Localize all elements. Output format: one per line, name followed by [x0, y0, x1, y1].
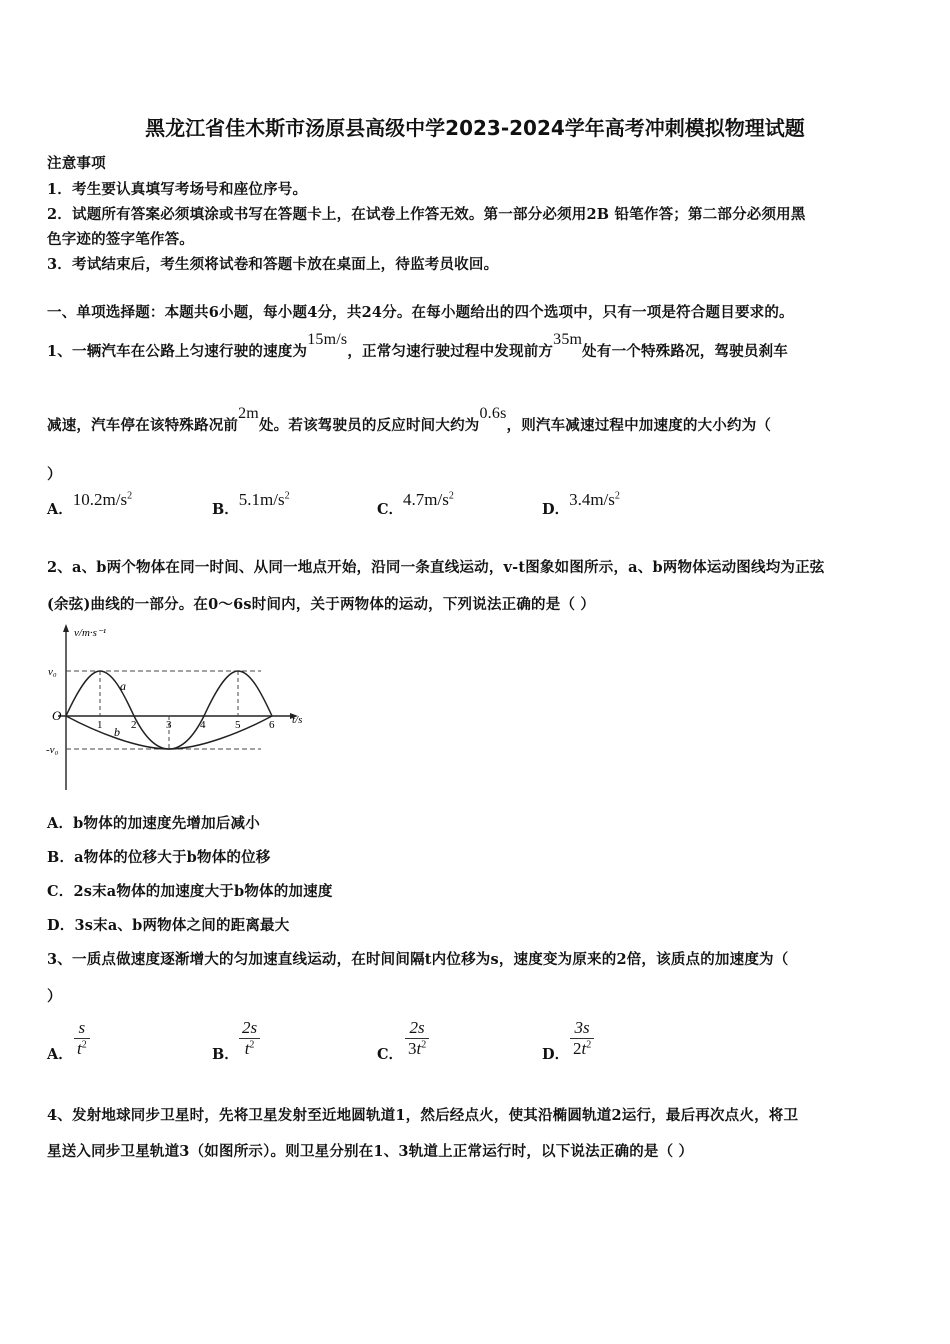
fraction-numerator: s: [78, 1018, 86, 1037]
question-4-text-2: 星送入同步卫星轨道3（如图所示）。则卫星分别在1、3轨道上正常运行时，以下说法正确的是（ ）: [47, 1143, 694, 1160]
fraction-denominator: $3t^2$: [405, 1038, 429, 1059]
question-2-text: 2、a、b两个物体在同一时间、从同一地点开始，沿同一条直线运动，v-t图象如图所示，a、b两物体运动图线均为正弦: [47, 559, 825, 576]
y-axis-arrow: [63, 624, 69, 632]
v0-label: v₀: [48, 666, 57, 678]
question-1-text: [47, 331, 788, 361]
q2-option-a[interactable]: A．b物体的加速度先增加后减小: [47, 815, 260, 832]
notice-heading: 注意事项: [47, 155, 106, 172]
q3-option-b-fraction: [239, 1018, 260, 1059]
question-1-close: ）: [47, 466, 62, 483]
question-2-text-2: (余弦)曲线的一部分。在0～6s时间内，关于两物体的运动，下列说法正确的是（ ）: [47, 596, 596, 613]
q1-option-a[interactable]: [47, 490, 133, 519]
origin-label: O: [52, 708, 62, 723]
y-axis-label: v/m·s⁻¹: [74, 627, 107, 639]
curve-b-label: b: [114, 725, 120, 739]
q2-option-d[interactable]: D．3s末a、b两物体之间的距离最大: [47, 917, 290, 934]
q1-part: 处。若该驾驶员的反应时间大约为: [258, 417, 480, 434]
option-label: D．: [542, 501, 570, 518]
question-4-text: 4、发射地球同步卫星时，先将卫星发射至近地圆轨道1，然后经点火，使其沿椭圆轨道2运行，最后再次点火，将卫: [47, 1107, 799, 1124]
section-heading: 一、单项选择题：本题共6小题，每小题4分，共24分。在每小题给出的四个选项中，只有一项是符合题目要求的。: [47, 304, 794, 321]
option-label: A．: [47, 501, 73, 518]
q3-option-d-label[interactable]: D．: [542, 1046, 570, 1063]
q2-option-b[interactable]: B．a物体的位移大于b物体的位移: [47, 849, 271, 866]
question-3-text: 3、一质点做速度逐渐增大的匀加速直线运动，在时间间隔t内位移为s，速度变为原来的2倍，该质点的加速度为（: [47, 951, 789, 968]
q1-distance: 35m: [553, 331, 583, 348]
tick-label: 3: [166, 719, 172, 731]
fraction-denominator: $2t^2$: [570, 1038, 594, 1059]
fraction-denominator: $t^2$: [74, 1038, 90, 1059]
option-value: $4.7m/s^2$: [403, 490, 454, 509]
question-1-text-2: [47, 405, 772, 435]
vt-graph: [46, 622, 316, 792]
option-label: C．: [377, 501, 404, 518]
fraction-numerator: 3s: [574, 1018, 590, 1037]
q3-option-b-label[interactable]: B．: [212, 1046, 239, 1063]
tick-label: 6: [269, 719, 275, 731]
exam-title: 黑龙江省佳木斯市汤原县高级中学2023-2024学年高考冲刺模拟物理试题: [145, 116, 805, 140]
q1-part: 处有一个特殊路况，驾驶员刹车: [582, 343, 788, 360]
curve-a-label: a: [120, 679, 126, 693]
q3-option-c-fraction: [405, 1018, 429, 1059]
fraction-numerator: 2s: [409, 1018, 425, 1037]
notice-item: 3．考试结束后，考生须将试卷和答题卡放在桌面上，待监考员收回。: [47, 256, 499, 273]
q2-option-c[interactable]: C．2s末a物体的加速度大于b物体的加速度: [47, 883, 333, 900]
notice-item: 2．试题所有答案必须填涂或书写在答题卡上，在试卷上作答无效。第一部分必须用2B 铅笔作答；第二部分必须用黑: [47, 206, 806, 223]
q3-option-a-label[interactable]: A．: [47, 1046, 73, 1063]
q1-option-d[interactable]: [542, 490, 620, 519]
tick-label: 4: [200, 719, 206, 731]
q1-part: ，则汽车减速过程中加速度的大小约为（: [506, 417, 772, 434]
q3-option-d-fraction: [570, 1018, 594, 1059]
neg-v0-label: -v₀: [46, 744, 59, 756]
fraction-denominator: $t^2$: [239, 1038, 260, 1059]
q3-option-c-label[interactable]: C．: [377, 1046, 404, 1063]
q1-option-c[interactable]: [377, 490, 454, 519]
option-value: $3.4m/s^2$: [569, 490, 620, 509]
notice-item: 色字迹的签字笔作答。: [47, 231, 194, 248]
option-label: B．: [212, 501, 239, 518]
question-3-close: ）: [47, 988, 62, 1005]
option-value: $10.2m/s^2$: [72, 490, 133, 509]
tick-label: 2: [131, 719, 137, 731]
tick-label: 1: [97, 719, 103, 731]
q1-reaction-time: 0.6s: [479, 405, 507, 422]
q1-part: ，正常匀速行驶过程中发现前方: [347, 343, 554, 360]
q1-speed: 15m/s: [307, 331, 348, 348]
q1-stop-distance: 2m: [238, 405, 259, 422]
q1-part: 减速，汽车停在该特殊路况前: [47, 417, 239, 434]
fraction-numerator: 2s: [242, 1018, 258, 1037]
q3-option-a-fraction: [74, 1018, 90, 1059]
q1-part: 1、一辆汽车在公路上匀速行驶的速度为: [47, 343, 308, 360]
notice-item: 1．考生要认真填写考场号和座位序号。: [47, 181, 308, 198]
tick-label: 5: [235, 719, 241, 731]
q1-option-b[interactable]: [212, 490, 290, 519]
option-value: $5.1m/s^2$: [238, 490, 290, 509]
x-axis-label: t/s: [292, 714, 303, 726]
